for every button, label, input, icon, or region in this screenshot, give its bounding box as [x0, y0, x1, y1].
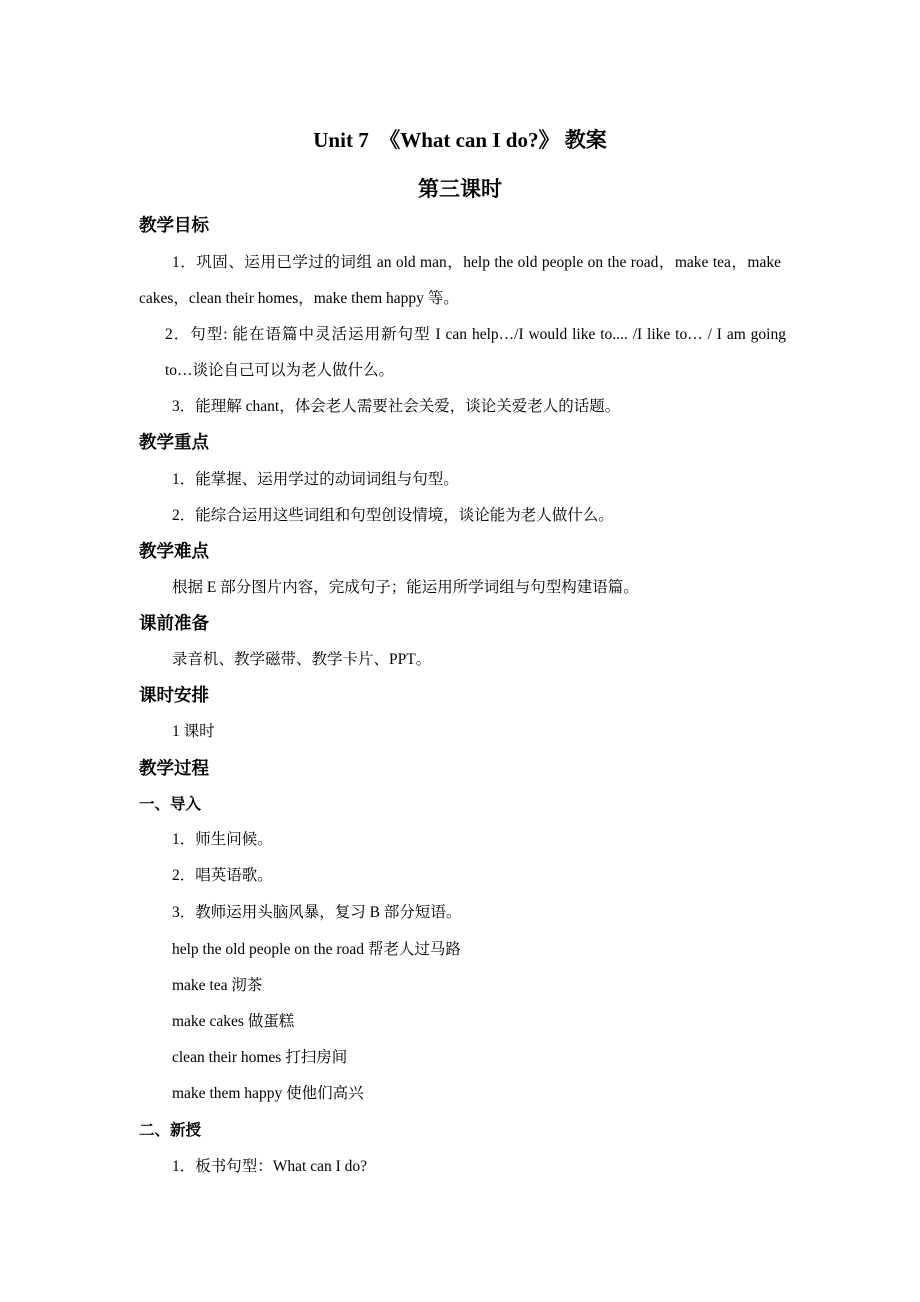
- part1-step-1: 1．师生问候。: [172, 831, 273, 848]
- process-heading: 教学过程: [139, 759, 209, 779]
- part1-step-3: 3．教师运用头脑风暴，复习 B 部分短语。: [172, 904, 462, 921]
- objective-1-line-1: 1．巩固、运用已学过的词组 an old man，help the old people on the road，make tea，make: [172, 254, 781, 271]
- objectives-heading: 教学目标: [139, 216, 209, 236]
- part1-step-2: 2．唱英语歌。: [172, 867, 273, 884]
- phrase-4: clean their homes 打扫房间: [172, 1049, 348, 1066]
- difficulties-heading: 教学难点: [139, 542, 209, 562]
- part1-heading: 一、导入: [139, 795, 202, 813]
- difficulties-text: 根据 E 部分图片内容，完成句子；能运用所学词组与句型构建语篇。: [172, 579, 639, 596]
- objective-1-line-2: cakes，clean their homes，make them happy 等。: [139, 290, 459, 307]
- key-point-1: 1．能掌握、运用学过的动词词组与句型。: [172, 471, 459, 488]
- phrase-3: make cakes 做蛋糕: [172, 1013, 295, 1030]
- phrase-2: make tea 沏茶: [172, 977, 263, 994]
- objective-2-line-2: to…谈论自己可以为老人做什么。: [165, 362, 395, 379]
- document-title: Unit 7 《What can I do?》 教案: [313, 128, 607, 152]
- objective-2-line-1: 2．句型: 能在语篇中灵活运用新句型 I can help…/I would like to.... /I like to… / I am going: [165, 326, 786, 343]
- key-point-2: 2．能综合运用这些词组和句型创设情境，谈论能为老人做什么。: [172, 507, 614, 524]
- part2-step-1: 1．板书句型：What can I do?: [172, 1158, 367, 1175]
- preparation-heading: 课前准备: [139, 614, 209, 634]
- schedule-heading: 课时安排: [139, 686, 209, 706]
- key-points-heading: 教学重点: [139, 433, 209, 453]
- preparation-text: 录音机、教学磁带、教学卡片、PPT。: [172, 651, 432, 668]
- phrase-5: make them happy 使他们高兴: [172, 1085, 364, 1102]
- lesson-subtitle: 第三课时: [418, 177, 502, 201]
- part2-heading: 二、新授: [139, 1121, 202, 1139]
- schedule-text: 1 课时: [172, 723, 215, 740]
- objective-3: 3．能理解 chant，体会老人需要社会关爱，谈论关爱老人的话题。: [172, 398, 621, 415]
- phrase-1: help the old people on the road 帮老人过马路: [172, 941, 461, 958]
